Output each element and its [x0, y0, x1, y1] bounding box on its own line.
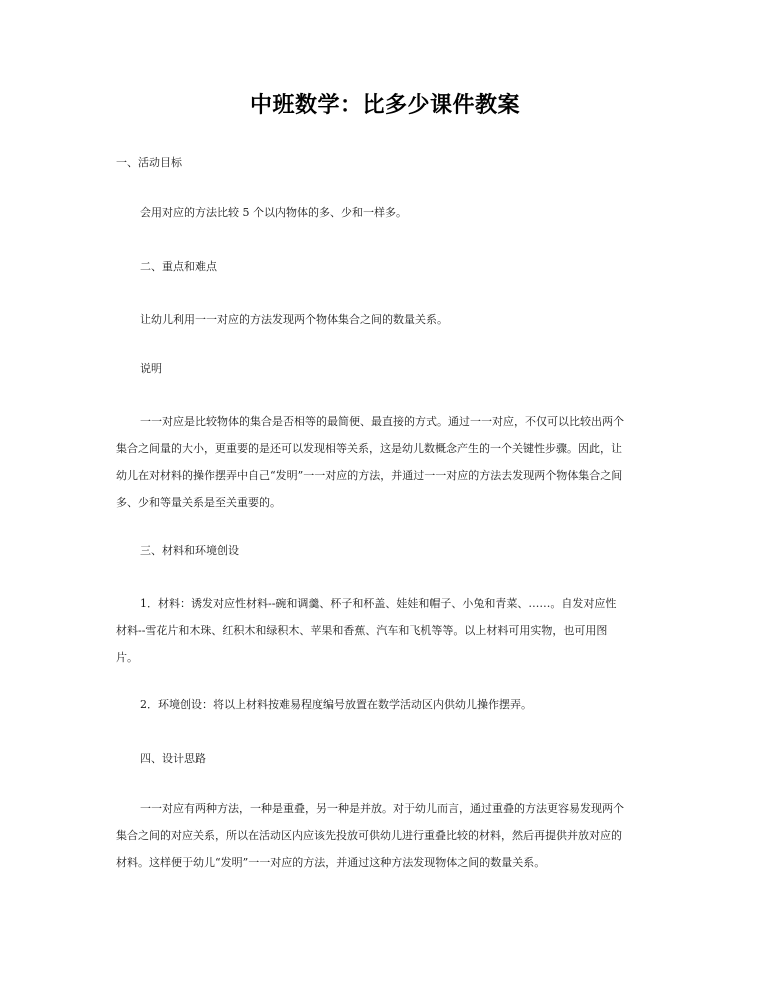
heading-text: 四、设计思路 — [140, 752, 206, 765]
section-heading-explanation — [116, 355, 661, 382]
paragraph-line: 集合之间的对应关系，所以在活动区内应该先投放可供幼儿进行重叠比较的材料，然后再提供并放对应的 — [116, 829, 622, 842]
paragraph-line: 幼儿在对材料的操作摆弄中自己“发明”一一对应的方法，并通过一一对应的方法去发现两个物体集合之间 — [116, 469, 623, 482]
paragraph-line: 会用对应的方法比较 5 个以内物体的多、少和一样多。 — [140, 206, 407, 219]
heading-text: 说明 — [140, 362, 162, 375]
paragraph-key-points — [116, 306, 661, 333]
paragraph-materials-item1 — [116, 590, 661, 671]
paragraph-line: 一一对应是比较物体的集合是否相等的最简便、最直接的方式。通过一一对应，不仅可以比较出两个 — [140, 415, 624, 428]
paragraph-line: 多、少和等量关系是至关重要的。 — [116, 496, 281, 509]
paragraph-line: 集合之间量的大小，更重要的是还可以发现相等关系，这是幼儿数概念产生的一个关键性步骤。因此，让 — [116, 442, 622, 455]
section-heading-activity-goals: 一、活动目标 — [116, 156, 182, 169]
paragraph-activity-goals — [116, 199, 661, 226]
document-title: 中班数学：比多少课件教案 — [249, 92, 520, 118]
section-heading-design — [116, 745, 661, 772]
paragraph-design — [116, 795, 661, 876]
paragraph-line: 让幼儿利用一一对应的方法发现两个物体集合之间的数量关系。 — [140, 313, 448, 326]
paragraph-line: 材料。这样便于幼儿“发明”一一对应的方法，并通过这种方法发现物体之间的数量关系。 — [116, 856, 546, 869]
paragraph-line: 材料--雪花片和木珠、红积木和绿积木、苹果和香蕉、汽车和飞机等等。以上材料可用实物，也可用图 — [116, 624, 608, 637]
paragraph-line: 片。 — [116, 651, 138, 664]
heading-text: 三、材料和环境创设 — [140, 544, 239, 557]
paragraph-line: 2．环境创设：将以上材料按难易程度编号放置在数学活动区内供幼儿操作摆弄。 — [140, 698, 532, 711]
heading-text: 二、重点和难点 — [140, 260, 217, 273]
paragraph-explanation — [116, 408, 661, 516]
section-heading-key-points — [116, 253, 661, 280]
paragraph-line: 1．材料：诱发对应性材料--碗和调羹、杯子和杯盖、娃娃和帽子、小兔和青菜、……。自发对应性 — [140, 597, 617, 610]
section-heading-materials — [116, 537, 661, 564]
paragraph-line: 一一对应有两种方法，一种是重叠，另一种是并放。对于幼儿而言，通过重叠的方法更容易发现两个 — [140, 802, 624, 815]
paragraph-materials-item2 — [116, 691, 661, 718]
